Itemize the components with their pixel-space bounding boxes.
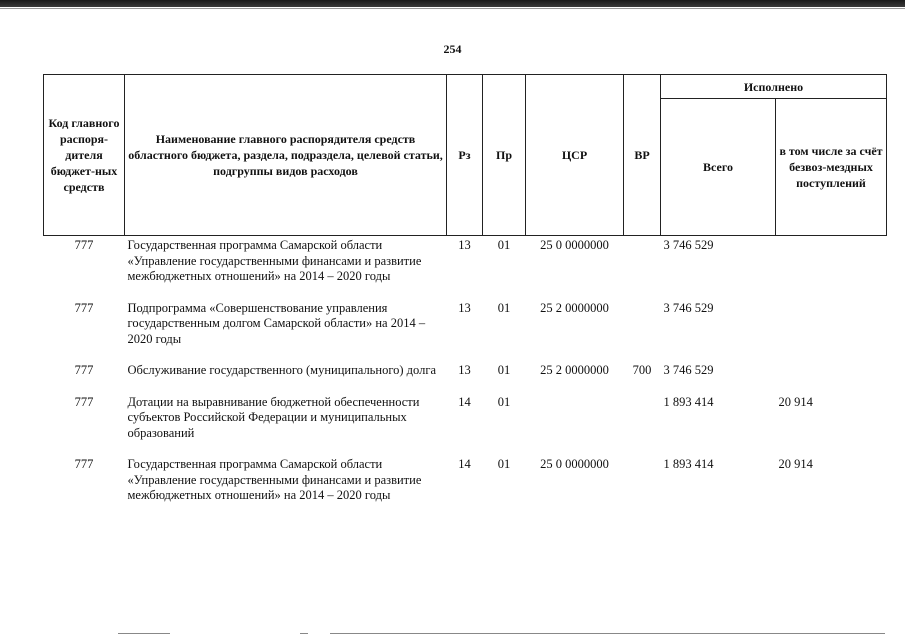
cell-free bbox=[776, 363, 887, 395]
cell-total: 1 893 414 bbox=[663, 394, 714, 409]
cell-code: 777 bbox=[74, 394, 94, 409]
scan-bottom-mark bbox=[300, 633, 308, 634]
cell-name: Государственная программа Самарской области «Управление государственными финансами и развитие межбюджетных отношений» на 2014 – 2020 годы bbox=[127, 457, 422, 502]
cell-vr bbox=[624, 457, 661, 520]
table-header bbox=[44, 75, 887, 236]
cell-total: 3 746 529 bbox=[663, 238, 714, 252]
cell-total: 1 893 414 bbox=[663, 457, 714, 471]
header-vr: ВР bbox=[624, 75, 661, 236]
table-row bbox=[44, 236, 887, 301]
cell-rz: 14 bbox=[458, 457, 471, 471]
page-number: 254 bbox=[443, 42, 462, 56]
cell-name: Дотации на выравнивание бюджетной обеспеченности субъектов Российской Федерации и муниципальных образований bbox=[127, 394, 420, 440]
cell-rz: 13 bbox=[458, 363, 471, 377]
cell-pr: 01 bbox=[497, 394, 511, 409]
header-pr: Пр bbox=[483, 75, 526, 236]
scan-bottom-mark bbox=[118, 633, 170, 634]
table-row bbox=[44, 457, 887, 520]
header-code: Код главного распоря-дителя бюджет-ных средств bbox=[44, 75, 125, 236]
cell-name: Подпрограмма «Совершенствование управления государственным долгом Самарской области» на 2014 – 2020 годы bbox=[127, 300, 426, 346]
cell-name: Государственная программа Самарской области «Управление государственными финансами и развитие межбюджетных отношений» на 2014 – 2020 годы bbox=[127, 238, 422, 283]
cell-csr bbox=[526, 395, 624, 458]
cell-pr: 01 bbox=[497, 238, 511, 252]
scan-bottom-edge bbox=[330, 633, 885, 634]
header-name: Наименование главного распорядителя средств областного бюджета, раздела, подраздела, целевой статьи, подгруппы видов расходов bbox=[125, 75, 447, 236]
cell-total: 3 746 529 bbox=[663, 300, 714, 315]
cell-rz: 14 bbox=[458, 394, 471, 409]
cell-vr bbox=[624, 395, 661, 458]
table-row bbox=[44, 395, 887, 458]
header-free: в том числе за счёт безвоз-мездных поступлений bbox=[776, 99, 887, 236]
cell-code: 777 bbox=[74, 457, 94, 471]
cell-pr: 01 bbox=[497, 363, 511, 377]
cell-code: 777 bbox=[74, 363, 94, 377]
cell-csr: 25 0 0000000 bbox=[540, 457, 609, 471]
cell-pr: 01 bbox=[497, 457, 511, 471]
cell-code: 777 bbox=[74, 300, 94, 315]
cell-rz: 13 bbox=[458, 300, 471, 315]
cell-free bbox=[776, 236, 887, 301]
cell-code: 777 bbox=[74, 238, 94, 252]
cell-csr: 25 0 0000000 bbox=[540, 238, 609, 252]
cell-free: 20 914 bbox=[778, 457, 813, 471]
cell-csr: 25 2 0000000 bbox=[540, 300, 609, 315]
header-csr: ЦСР bbox=[526, 75, 624, 236]
cell-vr bbox=[624, 236, 661, 301]
table-body bbox=[44, 236, 887, 520]
cell-free: 20 914 bbox=[778, 394, 813, 409]
cell-vr: 700 bbox=[632, 363, 652, 377]
cell-total: 3 746 529 bbox=[663, 363, 714, 377]
scan-top-edge-line bbox=[0, 8, 905, 9]
cell-vr bbox=[624, 301, 661, 364]
cell-name: Обслуживание государственного (муниципального) долга bbox=[127, 363, 437, 377]
header-total: Всего bbox=[661, 99, 776, 236]
cell-pr: 01 bbox=[497, 300, 511, 315]
cell-free bbox=[776, 301, 887, 364]
header-rz: Рз bbox=[447, 75, 483, 236]
header-executed: Исполнено bbox=[661, 75, 887, 99]
table-row bbox=[44, 363, 887, 395]
cell-rz: 13 bbox=[458, 238, 471, 252]
table-row bbox=[44, 301, 887, 364]
cell-csr: 25 2 0000000 bbox=[540, 363, 609, 377]
scan-top-edge bbox=[0, 0, 905, 7]
budget-table bbox=[43, 74, 887, 520]
